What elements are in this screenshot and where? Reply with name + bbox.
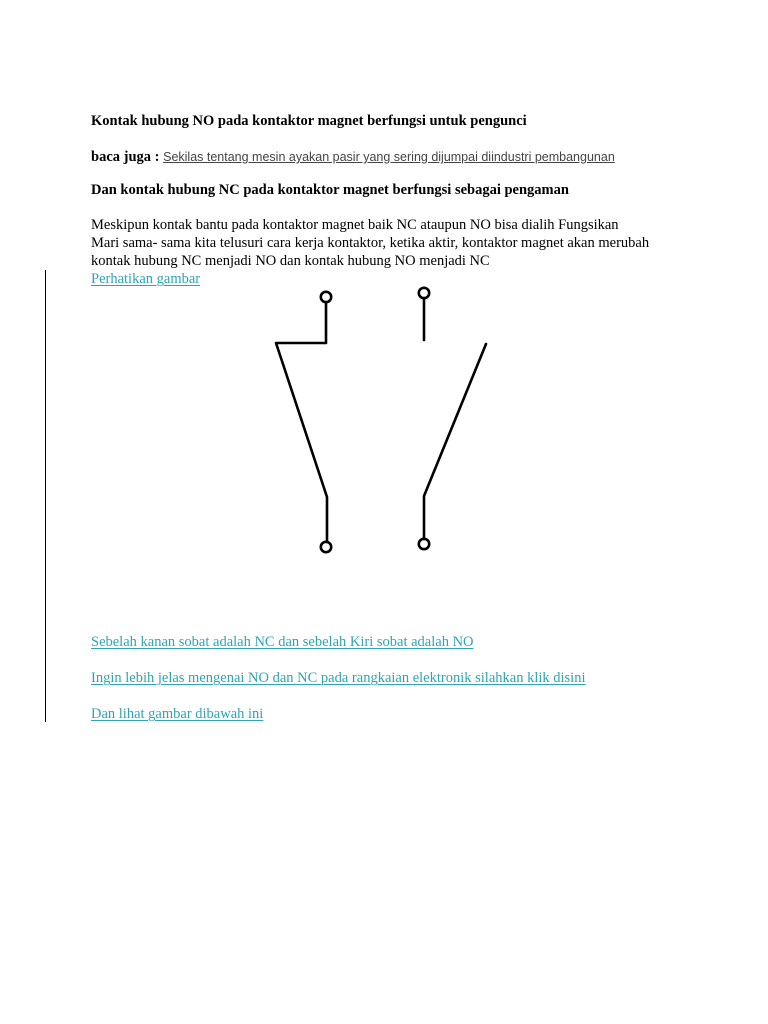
no-contact-line [424, 344, 486, 539]
paragraph-line-2: Mari sama- sama kita telusuri cara kerja kontaktor, ketika aktir, kontaktor magnet akan merubah [91, 235, 650, 251]
no-bottom-terminal [419, 539, 429, 549]
baca-juga-link[interactable]: Sekilas tentang mesin ayakan pasir yang sering dijumpai diindustri pembangunan [163, 150, 615, 164]
nc-top-terminal [321, 292, 331, 302]
sebelah-link[interactable]: Sebelah kanan sobat adalah NC dan sebelah Kiri sobat adalah NO [91, 634, 474, 650]
nc-contact-line [276, 302, 327, 542]
paragraph-line-1: Meskipun kontak bantu pada kontaktor magnet baik NC ataupun NO bisa dialih Fungsikan [91, 217, 619, 233]
paragraph-line-3: kontak hubung NC menjadi NO dan kontak hubung NO menjadi NC [91, 253, 490, 269]
ingin-lebih-jelas-link[interactable]: Ingin lebih jelas mengenai NO dan NC pada rangkaian elektronik silahkan klik disini [91, 670, 586, 686]
nc-contact-symbol [276, 292, 331, 552]
no-contact-symbol [419, 288, 486, 549]
nc-bottom-terminal [321, 542, 331, 552]
heading-nc-contact: Dan kontak hubung NC pada kontaktor magnet berfungsi sebagai pengaman [91, 182, 569, 198]
baca-juga-label: baca juga : [91, 149, 160, 165]
lihat-gambar-link[interactable]: Dan lihat gambar dibawah ini [91, 706, 264, 722]
perhatikan-gambar-link[interactable]: Perhatikan gambar [91, 271, 201, 287]
heading-no-contact: Kontak hubung NO pada kontaktor magnet berfungsi untuk pengunci [91, 113, 527, 129]
no-top-terminal [419, 288, 429, 298]
